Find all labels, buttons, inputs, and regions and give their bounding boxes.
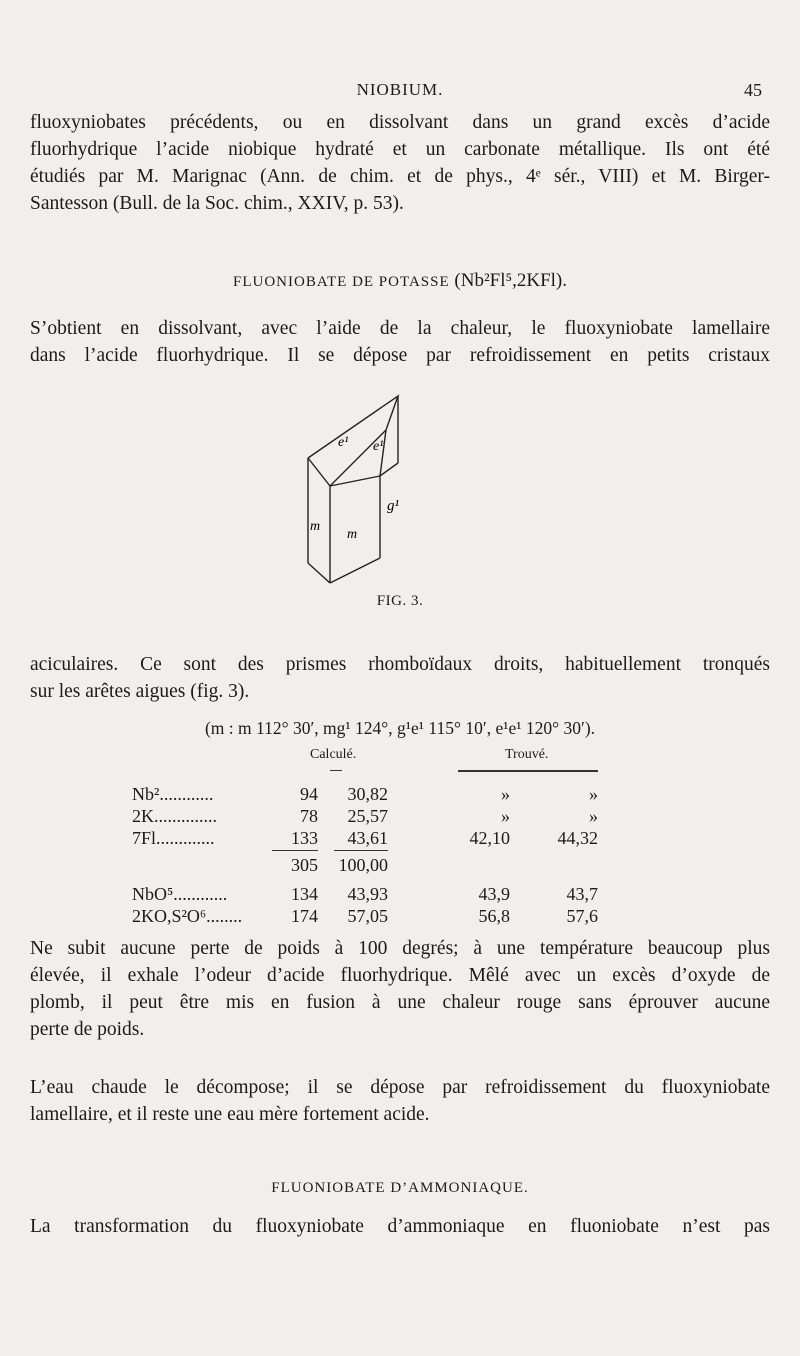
table-row-label: 2K..............: [132, 806, 217, 826]
table-cell: 94: [300, 784, 318, 804]
section-heading-ammoniaque: FLUONIOBATE D’AMMONIAQUE.: [271, 1180, 529, 1196]
sum-rule: [272, 850, 318, 851]
label-e1-left: e¹: [338, 435, 349, 450]
crystal-drawing: [290, 388, 440, 588]
label-e1-right: e¹: [373, 439, 384, 454]
text-line: sur les arêtes aigues (fig. 3).: [30, 681, 250, 702]
page-number: 45: [744, 80, 762, 100]
text-line: Ne subit aucune perte de poids à 100 degrés; à une température beaucoup plus: [30, 938, 770, 959]
text-line: La transformation du fluoxyniobate d’ammoniaque en fluoniobate n’est pas: [30, 1216, 770, 1237]
table-cell: »: [501, 784, 510, 804]
text-line: étudiés par M. Marignac (Ann. de chim. et de phys., 4ᵉ sér., VIII) et M. Birger-: [30, 166, 770, 187]
table-row-label: Nb²............: [132, 784, 214, 804]
table-cell: »: [589, 784, 598, 804]
section-heading-potasse: [0, 270, 800, 292]
table-row-label: NbO⁵............: [132, 884, 228, 904]
table-cell: »: [501, 806, 510, 826]
section-title: FLUONIOBATE DE POTASSE: [232, 274, 450, 290]
table-cell: 56,8: [478, 906, 510, 926]
table-cell: 43,7: [566, 884, 598, 904]
table-cell: 44,32: [557, 828, 598, 848]
text-line: lamellaire, et il reste une eau mère fortement acide.: [30, 1104, 430, 1125]
header-calcule: Calculé.: [310, 747, 357, 762]
label-g1: g¹: [387, 498, 399, 514]
table-total: 100,00: [338, 855, 388, 875]
table-row-label: 2KO,S²O⁶........: [132, 906, 243, 926]
section-formula: (Nb²Fl⁵,2KFl).: [454, 270, 567, 291]
sum-rule: [334, 850, 388, 851]
table-cell: 133: [291, 828, 318, 848]
crystal-angles: (m : m 112° 30′, mg¹ 124°, g¹e¹ 115° 10′, e¹e¹ 120° 30′).: [204, 718, 596, 738]
table-cell: 43,9: [478, 884, 510, 904]
text-line: perte de poids.: [30, 1019, 145, 1040]
running-header: NIOBIUM.: [356, 80, 444, 99]
table-cell: 57,05: [347, 906, 388, 926]
figure-caption: FIG. 3.: [376, 593, 424, 609]
table-cell: 78: [300, 806, 318, 826]
table-cell: 57,6: [566, 906, 598, 926]
table-cell: 25,57: [347, 806, 388, 826]
label-m-right: m: [347, 527, 358, 542]
table-cell: »: [589, 806, 598, 826]
text-line: élevée, il exhale l’odeur d’acide fluorhydrique. Mêlé avec un excès d’oxyde de: [30, 965, 770, 986]
label-m-left: m: [310, 519, 321, 534]
table-cell: 43,93: [347, 884, 388, 904]
table-cell: 43,61: [347, 828, 388, 848]
table-total: 305: [291, 855, 318, 875]
table-cell: 30,82: [347, 784, 388, 804]
header-trouve: Trouvé.: [505, 747, 549, 762]
table-row-label: 7Fl.............: [132, 828, 215, 848]
text-line: dans l’acide fluorhydrique. Il se dépose par refroidissement en petits cristaux: [30, 345, 770, 366]
crystal-figure: [290, 388, 440, 588]
text-line: fluoxyniobates précédents, ou en dissolvant dans un grand excès d’acide: [30, 112, 770, 133]
header-rule-found: [458, 770, 598, 772]
table-cell: 42,10: [469, 828, 510, 848]
text-line: aciculaires. Ce sont des prismes rhomboïdaux droits, habituellement tronqués: [30, 654, 770, 675]
header-rule-calc: [330, 770, 342, 771]
text-line: S’obtient en dissolvant, avec l’aide de la chaleur, le fluoxyniobate lamellaire: [30, 318, 770, 339]
text-line: Santesson (Bull. de la Soc. chim., XXIV, p. 53).: [30, 193, 404, 214]
text-line: plomb, il peut être mis en fusion à une chaleur rouge sans éprouver aucune: [30, 992, 770, 1013]
table-cell: 134: [291, 884, 318, 904]
table-cell: 174: [291, 906, 318, 926]
text-line: L’eau chaude le décompose; il se dépose par refroidissement du fluoxyniobate: [30, 1077, 770, 1098]
text-line: fluorhydrique l’acide niobique hydraté et un carbonate métallique. Ils ont été: [30, 139, 770, 160]
